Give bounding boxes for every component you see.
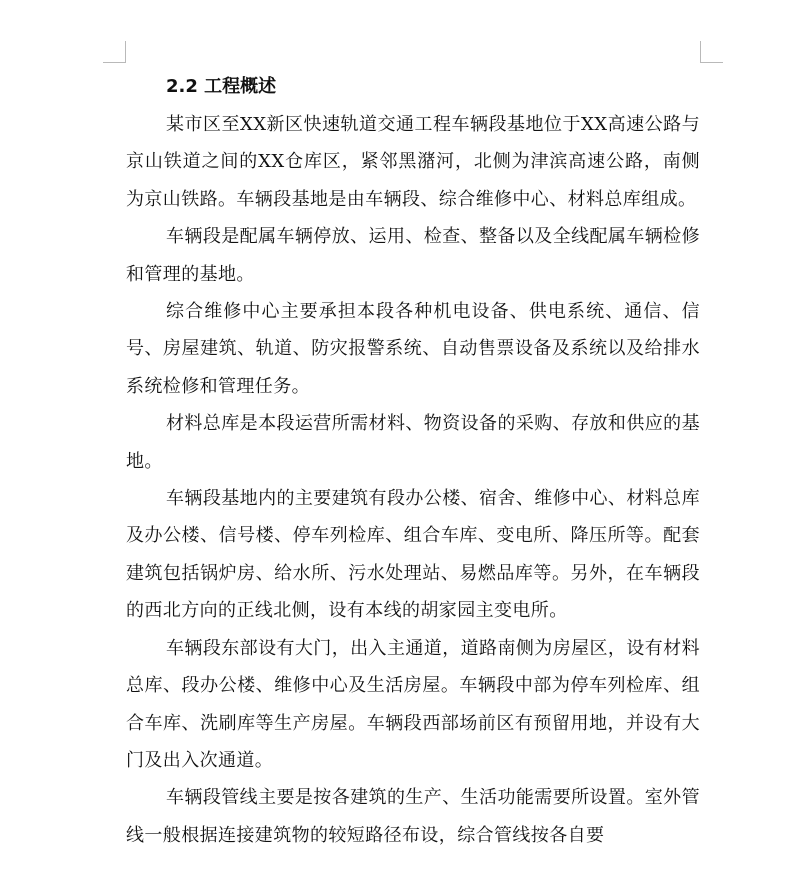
paragraph-material-warehouse: 材料总库是本段运营所需材料、物资设备的采购、存放和供应的基地。 <box>126 413 700 472</box>
paragraph-location: 某市区至XX新区快速轨道交通工程车辆段基地位于XX高速公路与京山铁道之间的XX仓库区，紧邻黑潴河，北侧为津滨高速公路，南侧为京山铁路。车辆段基地是由车辆段、综合维修中心、材料总库组成。 <box>126 114 700 210</box>
crop-mark-top-left <box>103 41 126 63</box>
paragraph-main-buildings: 车辆段基地内的主要建筑有段办公楼、宿舍、维修中心、材料总库及办公楼、信号楼、停车列检库、组合车库、变电所、降压所等。配套建筑包括锅炉房、给水所、污水处理站、易燃品库等。另外，在车辆段的西北方向的正线北侧，设有本线的胡家园主变电所。 <box>126 488 700 622</box>
paragraph-layout: 车辆段东部设有大门，出入主通道，道路南侧为房屋区，设有材料总库、段办公楼、维修中心及生活房屋。车辆段中部为停车列检库、组合车库、洗刷库等生产房屋。车辆段西部场前区有预留用地，并设有大门及出入次通道。 <box>126 637 700 771</box>
section-heading: 2.2 工程概述 <box>166 76 277 97</box>
paragraph-pipelines: 车辆段管线主要是按各建筑的生产、生活功能需要所设置。室外管线一般根据连接建筑物的较短路径布设，综合管线按各自要 <box>126 787 700 846</box>
paragraph-maintenance-center: 综合维修中心主要承担本段各种机电设备、供电系统、通信、信号、房屋建筑、轨道、防灾报警系统、自动售票设备及系统以及给排水系统检修和管理任务。 <box>126 301 700 397</box>
crop-mark-top-right <box>700 41 723 63</box>
document-body <box>126 68 700 854</box>
paragraph-vehicle-depot: 车辆段是配属车辆停放、运用、检查、整备以及全线配属车辆检修和管理的基地。 <box>126 226 700 285</box>
